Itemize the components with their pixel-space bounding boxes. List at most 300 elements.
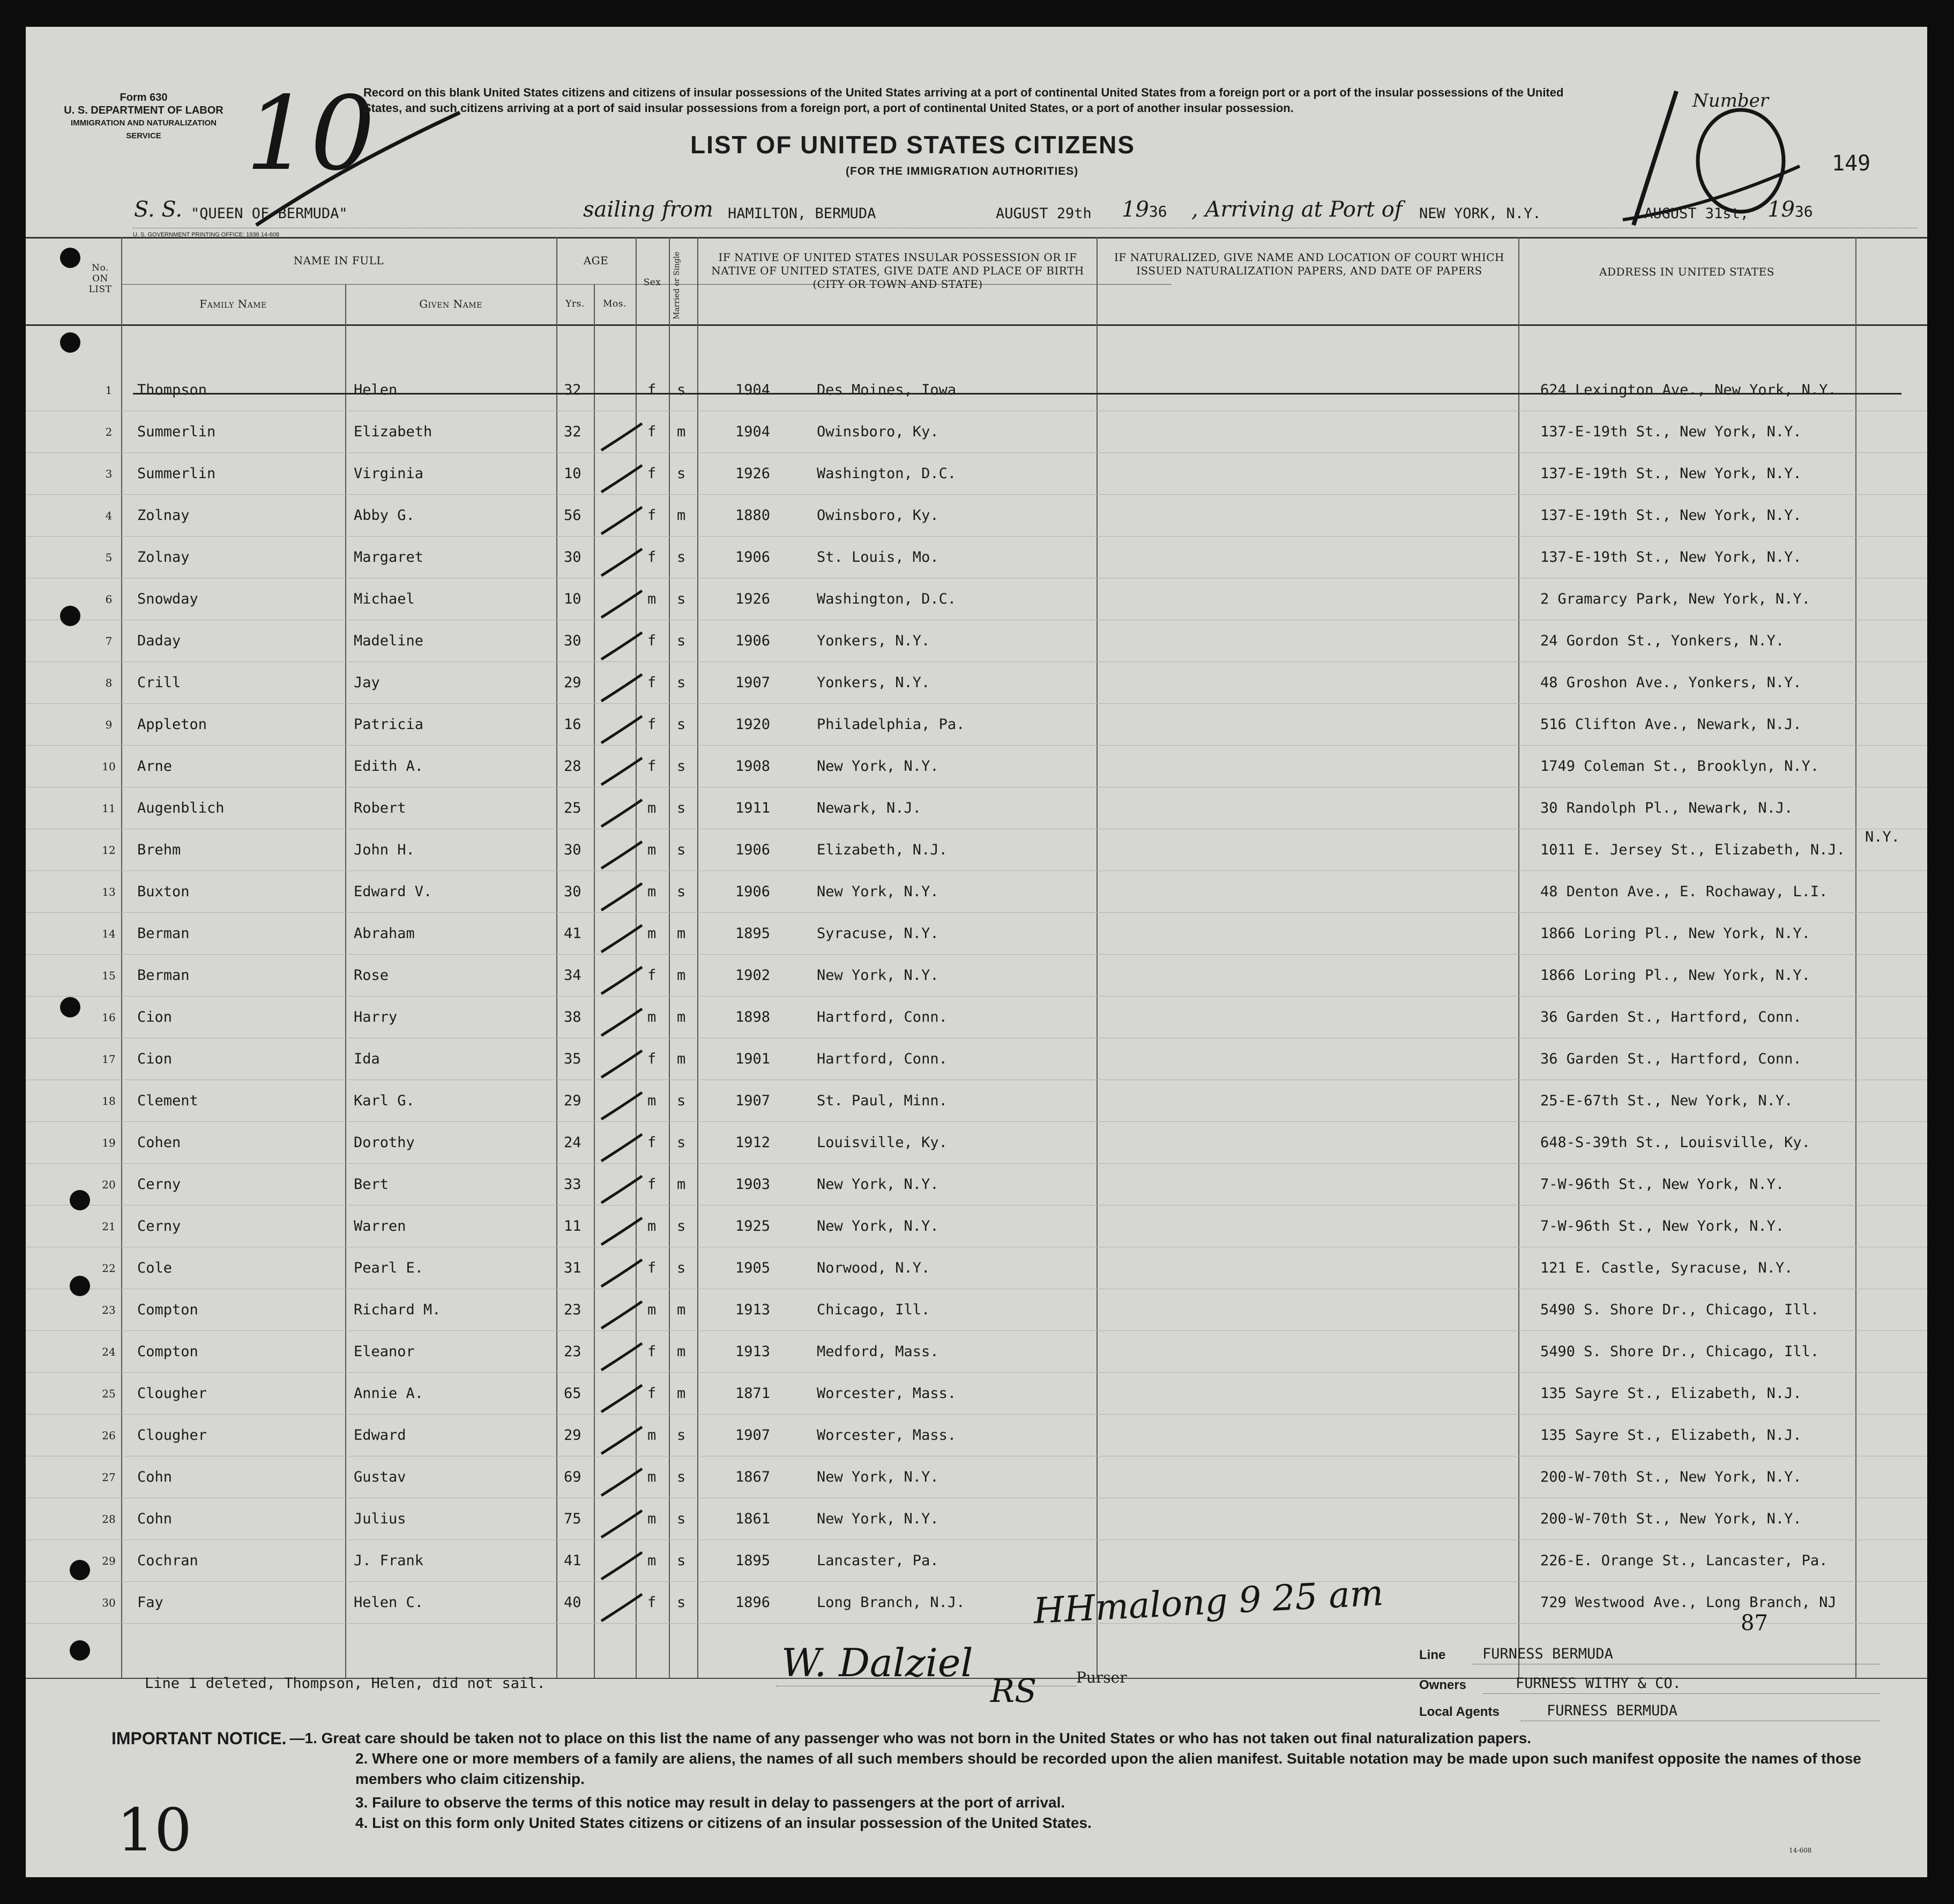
owners-value: FURNESS WITHY & CO. bbox=[1516, 1675, 1681, 1692]
table-row bbox=[26, 1290, 1927, 1332]
family-name: Cochran bbox=[137, 1552, 198, 1569]
given-name: Helen bbox=[354, 382, 398, 398]
address: 30 Randolph Pl., Newark, N.J. bbox=[1540, 800, 1793, 816]
check-tick-mark bbox=[597, 1255, 645, 1293]
sex: f bbox=[647, 382, 657, 398]
marital-status: s bbox=[677, 382, 686, 398]
family-name: Summerlin bbox=[137, 423, 216, 440]
sex: m bbox=[647, 842, 657, 858]
birth-year: 1907 bbox=[735, 1427, 771, 1444]
birth-year: 1908 bbox=[735, 758, 771, 775]
check-tick-mark bbox=[597, 837, 645, 875]
row-number: 2 bbox=[105, 426, 113, 438]
sex: m bbox=[647, 1511, 657, 1527]
row-number: 4 bbox=[105, 509, 113, 522]
address: 5490 S. Shore Dr., Chicago, Ill. bbox=[1540, 1301, 1819, 1318]
row-number: 27 bbox=[102, 1471, 116, 1484]
marital-status: s bbox=[677, 465, 686, 482]
family-name: Cohn bbox=[137, 1469, 173, 1485]
given-name: Abby G. bbox=[354, 507, 415, 524]
birth-year: 1903 bbox=[735, 1176, 771, 1193]
check-tick-mark bbox=[597, 1088, 645, 1126]
given-name: Richard M. bbox=[354, 1301, 441, 1318]
col-family-name: Family Name bbox=[199, 298, 267, 310]
form-number: Form 630 bbox=[120, 92, 168, 103]
marital-status: s bbox=[677, 1134, 686, 1151]
birth-place: St. Paul, Minn. bbox=[817, 1092, 948, 1109]
family-name: Compton bbox=[137, 1301, 198, 1318]
inspector-annotation: HHmalong 9 25 am bbox=[1032, 1572, 1385, 1632]
given-name: Edith A. bbox=[354, 758, 424, 775]
year-1: 36 bbox=[1148, 203, 1167, 220]
check-tick-mark bbox=[597, 921, 645, 958]
binder-hole bbox=[60, 997, 80, 1017]
sex: f bbox=[647, 1260, 657, 1276]
age-years: 10 bbox=[564, 465, 581, 482]
family-name: Cion bbox=[137, 1051, 173, 1067]
birth-place: Philadelphia, Pa. bbox=[817, 716, 965, 733]
birth-place: New York, N.Y. bbox=[817, 1469, 939, 1485]
given-name: Virginia bbox=[354, 465, 424, 482]
birth-place: Newark, N.J. bbox=[817, 800, 922, 816]
date-sailed: AUGUST 29th bbox=[996, 205, 1092, 222]
address: 36 Garden St., Hartford, Conn. bbox=[1540, 1051, 1802, 1067]
check-tick-mark bbox=[597, 1046, 645, 1084]
check-tick-mark bbox=[597, 1339, 645, 1377]
check-tick-mark bbox=[597, 1005, 645, 1042]
row-number: 30 bbox=[102, 1596, 116, 1609]
address-overflow: N.Y. bbox=[1865, 829, 1900, 845]
table-row bbox=[26, 370, 1927, 412]
given-name: Robert bbox=[354, 800, 406, 816]
binder-hole bbox=[70, 1190, 90, 1210]
address: 7-W-96th St., New York, N.Y. bbox=[1540, 1218, 1785, 1234]
address: 200-W-70th St., New York, N.Y. bbox=[1540, 1469, 1802, 1485]
birth-year: 1907 bbox=[735, 1092, 771, 1109]
birth-year: 1926 bbox=[735, 591, 771, 607]
age-years: 29 bbox=[564, 674, 581, 691]
birth-year: 1920 bbox=[735, 716, 771, 733]
address: 1011 E. Jersey St., Elizabeth, N.J. bbox=[1540, 842, 1845, 858]
given-name: Dorothy bbox=[354, 1134, 415, 1151]
binder-hole bbox=[70, 1276, 90, 1296]
birth-place: Washington, D.C. bbox=[817, 465, 957, 482]
check-tick-mark bbox=[597, 586, 645, 624]
age-years: 30 bbox=[564, 883, 581, 900]
marital-status: s bbox=[677, 1469, 686, 1485]
arriving-label: , Arriving at Port of bbox=[1191, 197, 1403, 222]
address: 5490 S. Shore Dr., Chicago, Ill. bbox=[1540, 1343, 1819, 1360]
notice-item-2: 2. Where one or more members of a family are aliens, the names of all such members should be recorded upon the alien manifest. Suitable notation may be made upon such manifest opposite the names of those members who claim citizenship. bbox=[355, 1750, 1861, 1787]
ss-label: S. S. bbox=[134, 197, 183, 222]
given-name: Helen C. bbox=[354, 1594, 424, 1611]
table-row bbox=[26, 1122, 1927, 1164]
birth-place: New York, N.Y. bbox=[817, 758, 939, 775]
family-name: Thompson bbox=[137, 382, 207, 398]
age-years: 29 bbox=[564, 1092, 581, 1109]
marital-status: s bbox=[677, 1552, 686, 1569]
table-row bbox=[26, 1373, 1927, 1415]
marital-status: s bbox=[677, 758, 686, 775]
marital-status: m bbox=[677, 925, 686, 942]
sailing-label: sailing from bbox=[583, 197, 713, 222]
sex: f bbox=[647, 1176, 657, 1193]
birth-place: Yonkers, N.Y. bbox=[817, 633, 930, 649]
address: 1749 Coleman St., Brooklyn, N.Y. bbox=[1540, 758, 1819, 775]
given-name: Abraham bbox=[354, 925, 415, 942]
owners-label: Owners bbox=[1419, 1678, 1467, 1692]
marital-status: s bbox=[677, 591, 686, 607]
birth-place: Norwood, N.Y. bbox=[817, 1260, 930, 1276]
sex: m bbox=[647, 925, 657, 942]
age-years: 31 bbox=[564, 1260, 581, 1276]
important-notice bbox=[111, 1728, 1880, 1833]
form-title: LIST OF UNITED STATES CITIZENS bbox=[690, 131, 1136, 159]
sex: f bbox=[647, 465, 657, 482]
table-row bbox=[26, 1164, 1927, 1206]
sex: f bbox=[647, 1594, 657, 1611]
check-tick-mark bbox=[597, 795, 645, 833]
address: 135 Sayre St., Elizabeth, N.J. bbox=[1540, 1385, 1802, 1402]
check-tick-mark bbox=[597, 1214, 645, 1251]
arrival-port: NEW YORK, N.Y. bbox=[1419, 205, 1541, 222]
row-number: 24 bbox=[102, 1345, 116, 1358]
col-naturalized: IF NATURALIZED, GIVE NAME AND LOCATION OF COURT WHICH ISSUED NATURALIZATION PAPERS, AND DATE OF PAPERS bbox=[1114, 251, 1504, 277]
col-birth: IF NATIVE OF UNITED STATES INSULAR POSSESSION OR IF NATIVE OF UNITED STATES, GIVE DATE AND PLACE OF BIRTH (CITY OR TOWN AND STATE) bbox=[711, 251, 1084, 291]
birth-place: New York, N.Y. bbox=[817, 1218, 939, 1234]
date-arrived: AUGUST 31st, bbox=[1644, 205, 1749, 222]
row-number: 13 bbox=[102, 886, 116, 898]
col-address: ADDRESS IN UNITED STATES bbox=[1599, 265, 1774, 278]
birth-place: Worcester, Mass. bbox=[817, 1385, 957, 1402]
table-row bbox=[26, 955, 1927, 997]
sex: f bbox=[647, 1343, 657, 1360]
department: U. S. DEPARTMENT OF LABOR bbox=[64, 105, 223, 116]
given-name: Warren bbox=[354, 1218, 406, 1234]
purser-signature: W. Dalziel bbox=[781, 1640, 973, 1685]
age-years: 32 bbox=[564, 382, 581, 398]
check-tick-mark bbox=[597, 419, 645, 457]
birth-place: St. Louis, Mo. bbox=[817, 549, 939, 566]
sex: f bbox=[647, 633, 657, 649]
family-name: Augenblich bbox=[137, 800, 225, 816]
sex: f bbox=[647, 549, 657, 566]
address: 24 Gordon St., Yonkers, N.Y. bbox=[1540, 633, 1785, 649]
gpo-line: U. S. GOVERNMENT PRINTING OFFICE: 1936 14-608 bbox=[133, 232, 280, 238]
check-tick-mark bbox=[597, 879, 645, 917]
table-row bbox=[26, 913, 1927, 955]
marital-status: m bbox=[677, 1051, 686, 1067]
address: 48 Denton Ave., E. Rochaway, L.I. bbox=[1540, 883, 1828, 900]
binder-hole bbox=[70, 1560, 90, 1580]
birth-place: Yonkers, N.Y. bbox=[817, 674, 930, 691]
age-years: 41 bbox=[564, 925, 581, 942]
marital-status: m bbox=[677, 507, 686, 524]
address: 137-E-19th St., New York, N.Y. bbox=[1540, 423, 1802, 440]
address: 25-E-67th St., New York, N.Y. bbox=[1540, 1092, 1793, 1109]
age-years: 23 bbox=[564, 1301, 581, 1318]
agents-value: FURNESS BERMUDA bbox=[1547, 1702, 1677, 1719]
col-given-name: Given Name bbox=[419, 298, 482, 310]
birth-year: 1906 bbox=[735, 842, 771, 858]
birth-place: New York, N.Y. bbox=[817, 1511, 939, 1527]
given-name: Michael bbox=[354, 591, 415, 607]
age-years: 33 bbox=[564, 1176, 581, 1193]
row-number: 19 bbox=[102, 1136, 116, 1149]
address: 137-E-19th St., New York, N.Y. bbox=[1540, 507, 1802, 524]
given-name: Elizabeth bbox=[354, 423, 432, 440]
family-name: Cion bbox=[137, 1009, 173, 1025]
birth-place: Elizabeth, N.J. bbox=[817, 842, 948, 858]
row-number: 23 bbox=[102, 1304, 116, 1317]
row-number: 26 bbox=[102, 1429, 116, 1442]
family-name: Clement bbox=[137, 1092, 198, 1109]
sailing-from: HAMILTON, BERMUDA bbox=[728, 205, 876, 222]
table-row bbox=[26, 537, 1927, 579]
address: 1866 Loring Pl., New York, N.Y. bbox=[1540, 925, 1810, 942]
row-number: 7 bbox=[105, 635, 113, 648]
birth-place: New York, N.Y. bbox=[817, 883, 939, 900]
notice-title: IMPORTANT NOTICE. bbox=[111, 1729, 287, 1748]
age-years: 24 bbox=[564, 1134, 581, 1151]
col-mos: Mos. bbox=[603, 299, 627, 309]
given-name: Jay bbox=[354, 674, 380, 691]
family-name: Cohen bbox=[137, 1134, 181, 1151]
given-name: Madeline bbox=[354, 633, 424, 649]
family-name: Berman bbox=[137, 967, 190, 984]
address: 121 E. Castle, Syracuse, N.Y. bbox=[1540, 1260, 1793, 1276]
age-years: 16 bbox=[564, 716, 581, 733]
row-number: 9 bbox=[105, 718, 113, 731]
check-tick-mark bbox=[597, 1464, 645, 1502]
age-years: 40 bbox=[564, 1594, 581, 1611]
given-name: Edward V. bbox=[354, 883, 432, 900]
birth-year: 1895 bbox=[735, 1552, 771, 1569]
row-number: 1 bbox=[105, 384, 113, 397]
table-row bbox=[26, 621, 1927, 663]
count-annotation: 87 bbox=[1741, 1611, 1768, 1635]
family-name: Cerny bbox=[137, 1218, 181, 1234]
row-number: 10 bbox=[102, 760, 116, 773]
age-years: 56 bbox=[564, 507, 581, 524]
age-years: 32 bbox=[564, 423, 581, 440]
given-name: J. Frank bbox=[354, 1552, 424, 1569]
sex: m bbox=[647, 1552, 657, 1569]
row-number: 20 bbox=[102, 1178, 116, 1191]
family-name: Crill bbox=[137, 674, 181, 691]
given-name: Bert bbox=[354, 1176, 389, 1193]
family-name: Daday bbox=[137, 633, 181, 649]
marital-status: s bbox=[677, 800, 686, 816]
given-name: Harry bbox=[354, 1009, 398, 1025]
table-row bbox=[26, 704, 1927, 746]
family-name: Appleton bbox=[137, 716, 207, 733]
birth-place: Owinsboro, Ky. bbox=[817, 423, 939, 440]
marital-status: m bbox=[677, 423, 686, 440]
given-name: Patricia bbox=[354, 716, 424, 733]
table-row bbox=[26, 412, 1927, 453]
table-row bbox=[26, 1039, 1927, 1081]
birth-year: 1871 bbox=[735, 1385, 771, 1402]
deleted-note: Line 1 deleted, Thompson, Helen, did not sail. bbox=[145, 1675, 546, 1692]
sex: f bbox=[647, 967, 657, 984]
check-tick-mark bbox=[597, 1130, 645, 1167]
row-number: 11 bbox=[102, 802, 116, 815]
check-tick-mark bbox=[597, 1172, 645, 1209]
col-age: AGE bbox=[583, 254, 609, 267]
check-tick-mark bbox=[597, 1506, 645, 1544]
birth-year: 1896 bbox=[735, 1594, 771, 1611]
check-tick-mark bbox=[597, 545, 645, 582]
address: 48 Groshon Ave., Yonkers, N.Y. bbox=[1540, 674, 1802, 691]
address: 2 Gramarcy Park, New York, N.Y. bbox=[1540, 591, 1810, 607]
age-years: 29 bbox=[564, 1427, 581, 1444]
row-number: 3 bbox=[105, 467, 113, 480]
birth-year: 1907 bbox=[735, 674, 771, 691]
birth-place: New York, N.Y. bbox=[817, 967, 939, 984]
row-number: 29 bbox=[102, 1555, 116, 1567]
table-row bbox=[26, 788, 1927, 830]
birth-year: 1861 bbox=[735, 1511, 771, 1527]
birth-year: 1906 bbox=[735, 549, 771, 566]
birth-year: 1895 bbox=[735, 925, 771, 942]
strike-through-line bbox=[133, 393, 1901, 395]
age-years: 34 bbox=[564, 967, 581, 984]
sex: f bbox=[647, 716, 657, 733]
birth-place: Chicago, Ill. bbox=[817, 1301, 930, 1318]
marital-status: m bbox=[677, 967, 686, 984]
family-name: Clougher bbox=[137, 1385, 207, 1402]
given-name: Gustav bbox=[354, 1469, 406, 1485]
address: 516 Clifton Ave., Newark, N.J. bbox=[1540, 716, 1802, 733]
marital-status: s bbox=[677, 716, 686, 733]
form-id-block bbox=[63, 91, 224, 143]
col-yrs: Yrs. bbox=[565, 299, 585, 309]
birth-year: 1904 bbox=[735, 382, 771, 398]
table-row bbox=[26, 997, 1927, 1039]
address: 137-E-19th St., New York, N.Y. bbox=[1540, 465, 1802, 482]
sex: m bbox=[647, 1301, 657, 1318]
age-years: 35 bbox=[564, 1051, 581, 1067]
age-years: 11 bbox=[564, 1218, 581, 1234]
family-name: Brehm bbox=[137, 842, 181, 858]
address: 226-E. Orange St., Lancaster, Pa. bbox=[1540, 1552, 1828, 1569]
check-tick-mark bbox=[597, 461, 645, 499]
print-code: 14-608 bbox=[1789, 1847, 1812, 1854]
given-name: Julius bbox=[354, 1511, 406, 1527]
age-years: 25 bbox=[564, 800, 581, 816]
row-number: 28 bbox=[102, 1513, 116, 1526]
binder-hole bbox=[70, 1640, 90, 1661]
birth-year: 1902 bbox=[735, 967, 771, 984]
row-number: 14 bbox=[102, 927, 116, 940]
birth-year: 1913 bbox=[735, 1301, 771, 1318]
sex: f bbox=[647, 674, 657, 691]
address: 624 Lexington Ave., New York, N.Y. bbox=[1540, 382, 1837, 398]
age-years: 10 bbox=[564, 591, 581, 607]
birth-place: Syracuse, N.Y. bbox=[817, 925, 939, 942]
year-prefix-2: 19 bbox=[1767, 197, 1795, 222]
birth-year: 1913 bbox=[735, 1343, 771, 1360]
table-row bbox=[26, 495, 1927, 537]
table-row bbox=[26, 1457, 1927, 1499]
year-2: 36 bbox=[1794, 203, 1813, 220]
number-label: Number bbox=[1692, 90, 1769, 111]
row-number: 6 bbox=[105, 593, 113, 606]
family-name: Fay bbox=[137, 1594, 163, 1611]
sex: f bbox=[647, 1385, 657, 1402]
given-name: Eleanor bbox=[354, 1343, 415, 1360]
check-tick-mark bbox=[597, 628, 645, 666]
address: 36 Garden St., Hartford, Conn. bbox=[1540, 1009, 1802, 1025]
year-prefix-1: 19 bbox=[1122, 197, 1149, 222]
row-number: 18 bbox=[102, 1095, 116, 1107]
marital-status: s bbox=[677, 1427, 686, 1444]
marital-status: m bbox=[677, 1301, 686, 1318]
row-number: 15 bbox=[102, 969, 116, 982]
col-sex: Sex bbox=[643, 277, 661, 288]
given-name: Rose bbox=[354, 967, 389, 984]
given-name: Pearl E. bbox=[354, 1260, 424, 1276]
intro-text: Record on this blank United States citizens and citizens of insular possessions of the United States arriving at a port of continental United States from a foreign port or a port of the insular possessions of the United States, and such citizens arriving at a port of said insular possessions from a foreign port, a port of continental United States, or a port of another insular possession. bbox=[363, 86, 1564, 115]
sex: m bbox=[647, 1469, 657, 1485]
family-name: Zolnay bbox=[137, 507, 190, 524]
birth-place: Medford, Mass. bbox=[817, 1343, 939, 1360]
age-years: 38 bbox=[564, 1009, 581, 1025]
birth-place: Owinsboro, Ky. bbox=[817, 507, 939, 524]
table-row bbox=[26, 746, 1927, 788]
manifest-page bbox=[26, 27, 1927, 1877]
family-name: Compton bbox=[137, 1343, 198, 1360]
age-years: 30 bbox=[564, 633, 581, 649]
family-name: Berman bbox=[137, 925, 190, 942]
birth-place: Des Moines, Iowa bbox=[817, 382, 957, 398]
age-years: 65 bbox=[564, 1385, 581, 1402]
family-name: Buxton bbox=[137, 883, 190, 900]
line-value: FURNESS BERMUDA bbox=[1482, 1646, 1613, 1662]
age-years: 23 bbox=[564, 1343, 581, 1360]
birth-year: 1880 bbox=[735, 507, 771, 524]
check-tick-mark bbox=[597, 712, 645, 749]
table-row bbox=[26, 1081, 1927, 1122]
birth-year: 1906 bbox=[735, 883, 771, 900]
page-number: 149 bbox=[1832, 151, 1871, 176]
row-number: 5 bbox=[105, 551, 113, 564]
birth-place: New York, N.Y. bbox=[817, 1176, 939, 1193]
birth-year: 1901 bbox=[735, 1051, 771, 1067]
age-years: 30 bbox=[564, 842, 581, 858]
age-years: 30 bbox=[564, 549, 581, 566]
check-tick-mark bbox=[597, 1423, 645, 1460]
ship-name: "QUEEN OF BERMUDA" bbox=[191, 205, 348, 222]
initials: RS bbox=[990, 1672, 1037, 1710]
sex: f bbox=[647, 423, 657, 440]
birth-year: 1898 bbox=[735, 1009, 771, 1025]
check-tick-mark bbox=[597, 1381, 645, 1418]
binder-hole bbox=[60, 332, 80, 353]
given-name: Ida bbox=[354, 1051, 380, 1067]
marital-status: m bbox=[677, 1343, 686, 1360]
notice-item-1: —1. Great care should be taken not to place on this list the name of any passenger who was not born in the United States or who has not taken out final naturalization papers. bbox=[289, 1730, 1532, 1746]
col-no: No. ON LIST bbox=[88, 263, 112, 295]
line-label: Line bbox=[1419, 1648, 1446, 1662]
table-row bbox=[26, 579, 1927, 621]
table-row bbox=[26, 1332, 1927, 1373]
check-tick-mark bbox=[597, 503, 645, 540]
given-name: Edward bbox=[354, 1427, 406, 1444]
check-tick-mark bbox=[597, 670, 645, 708]
row-number: 17 bbox=[102, 1053, 116, 1066]
